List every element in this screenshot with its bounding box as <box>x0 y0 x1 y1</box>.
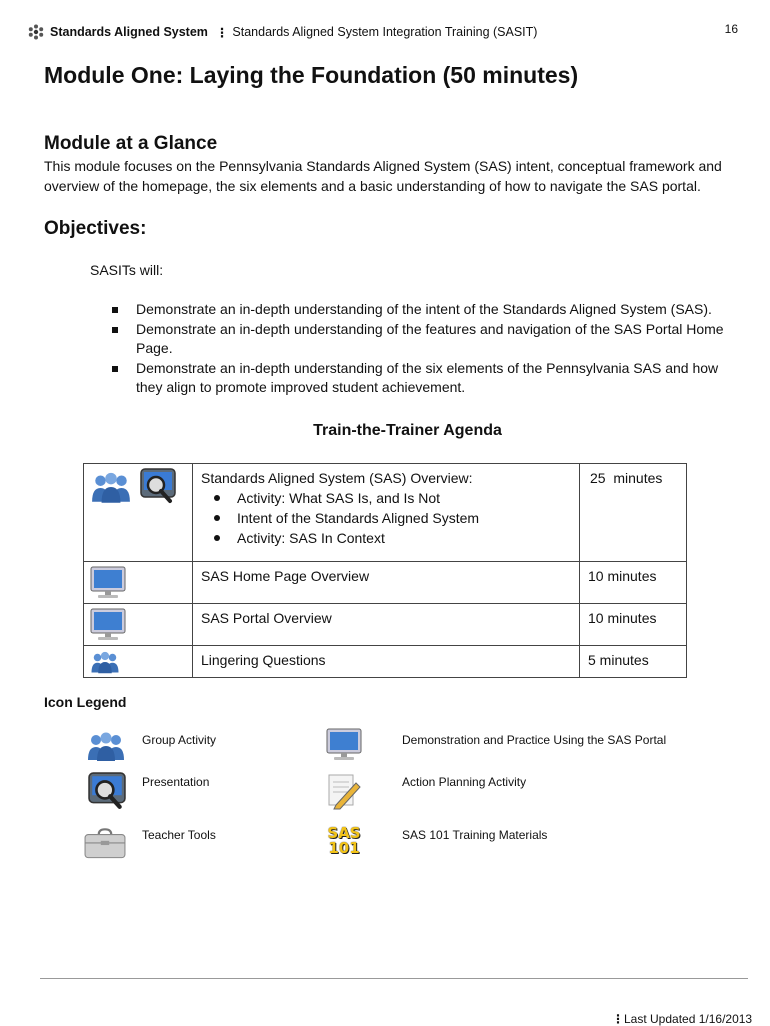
agenda-icons <box>84 464 193 562</box>
duration-text: 25 minutes <box>590 470 663 486</box>
table-row <box>84 562 687 604</box>
group-activity-icon <box>90 650 120 674</box>
header-title: Standards Aligned System Integration Training (SASIT) <box>232 25 538 39</box>
legend-action-planning: Action Planning Activity <box>402 775 527 789</box>
objectives-heading: Objectives: <box>44 218 147 239</box>
sas101-badge-bottom: 101 <box>328 839 360 857</box>
toolbox-icon <box>84 828 126 860</box>
agenda-icons <box>84 562 193 604</box>
legend-teacher-tools: Teacher Tools <box>142 828 216 842</box>
agenda-description <box>193 464 580 562</box>
monitor-icon <box>90 566 126 600</box>
page-header <box>28 24 537 40</box>
action-planning-icon <box>326 772 362 810</box>
group-activity-icon <box>90 470 132 504</box>
agenda-subitem: Activity: What SAS Is, and Is Not <box>237 490 441 506</box>
legend-sas101: SAS 101 Training Materials <box>402 828 548 842</box>
duration-text: 5 minutes <box>588 652 649 668</box>
list-item <box>201 488 571 508</box>
agenda-table <box>83 463 687 678</box>
header-brand: Standards Aligned System <box>50 25 208 39</box>
legend-title: Icon Legend <box>44 694 127 710</box>
page-number: 16 <box>724 22 738 36</box>
legend-group-activity: Group Activity <box>142 733 217 747</box>
sas101-badge-top: SAS <box>327 824 361 842</box>
sas-logo-icon <box>28 24 44 40</box>
list-item <box>90 300 740 320</box>
group-activity-icon <box>86 730 126 762</box>
legend-demonstration: Demonstration and Practice Using the SAS Portal <box>402 733 667 747</box>
agenda-icons <box>84 604 193 646</box>
table-row <box>84 604 687 646</box>
glance-text: This module focuses on the Pennsylvania Standards Aligned System (SAS) intent, conceptual framework and overview of the homepage, the six elements and a basic understanding of how to navigate the SAS portal. <box>44 158 722 194</box>
monitor-icon <box>326 728 362 762</box>
agenda-duration <box>580 646 687 678</box>
objective-text: Demonstrate an in-depth understanding of the six elements of the Pennsylvania SAS and how they align to promote improved student achievement. <box>136 359 719 395</box>
agenda-item-title: SAS Portal Overview <box>201 610 332 626</box>
agenda-sublist <box>201 488 571 548</box>
agenda-description <box>193 646 580 678</box>
legend-presentation: Presentation <box>142 775 210 789</box>
objectives-list <box>90 300 740 398</box>
header-separator: ⋮ <box>215 25 229 40</box>
agenda-description <box>193 562 580 604</box>
agenda-item-title: Lingering Questions <box>201 652 326 668</box>
last-updated: Last Updated 1/16/2013 <box>624 1012 753 1026</box>
glance-heading: Module at a Glance <box>44 133 218 154</box>
agenda-item-title: Standards Aligned System (SAS) Overview: <box>201 470 473 486</box>
objective-text: Demonstrate an in-depth understanding of the features and navigation of the SAS Portal Home Page. <box>136 320 724 356</box>
agenda-item-title: SAS Home Page Overview <box>201 568 370 584</box>
agenda-subitem: Intent of the Standards Aligned System <box>237 510 480 526</box>
agenda-title: Train-the-Trainer Agenda <box>313 422 502 439</box>
table-row <box>84 464 687 562</box>
list-item <box>201 508 571 528</box>
agenda-icons <box>84 646 193 678</box>
presentation-icon <box>140 468 176 504</box>
objective-text: Demonstrate an in-depth understanding of the intent of the Standards Aligned System (SAS). <box>136 301 712 317</box>
duration-text: 10 minutes <box>588 610 657 626</box>
sas101-icon <box>326 826 362 856</box>
presentation-icon <box>88 772 126 810</box>
duration-text: 10 minutes <box>588 568 657 584</box>
module-title: Module One: Laying the Foundation (50 minutes) <box>44 62 579 88</box>
monitor-icon <box>90 608 126 642</box>
agenda-subitem: Activity: SAS In Context <box>237 530 385 546</box>
list-item <box>90 359 740 398</box>
agenda-duration <box>580 604 687 646</box>
footer-divider <box>40 978 748 979</box>
agenda-duration <box>580 562 687 604</box>
objectives-intro: SASITs will: <box>90 262 164 278</box>
list-item <box>90 320 740 359</box>
agenda-duration <box>580 464 687 562</box>
list-item <box>201 528 571 548</box>
agenda-description <box>193 604 580 646</box>
table-row <box>84 646 687 678</box>
footer-marker: ⋮ <box>612 1012 624 1026</box>
